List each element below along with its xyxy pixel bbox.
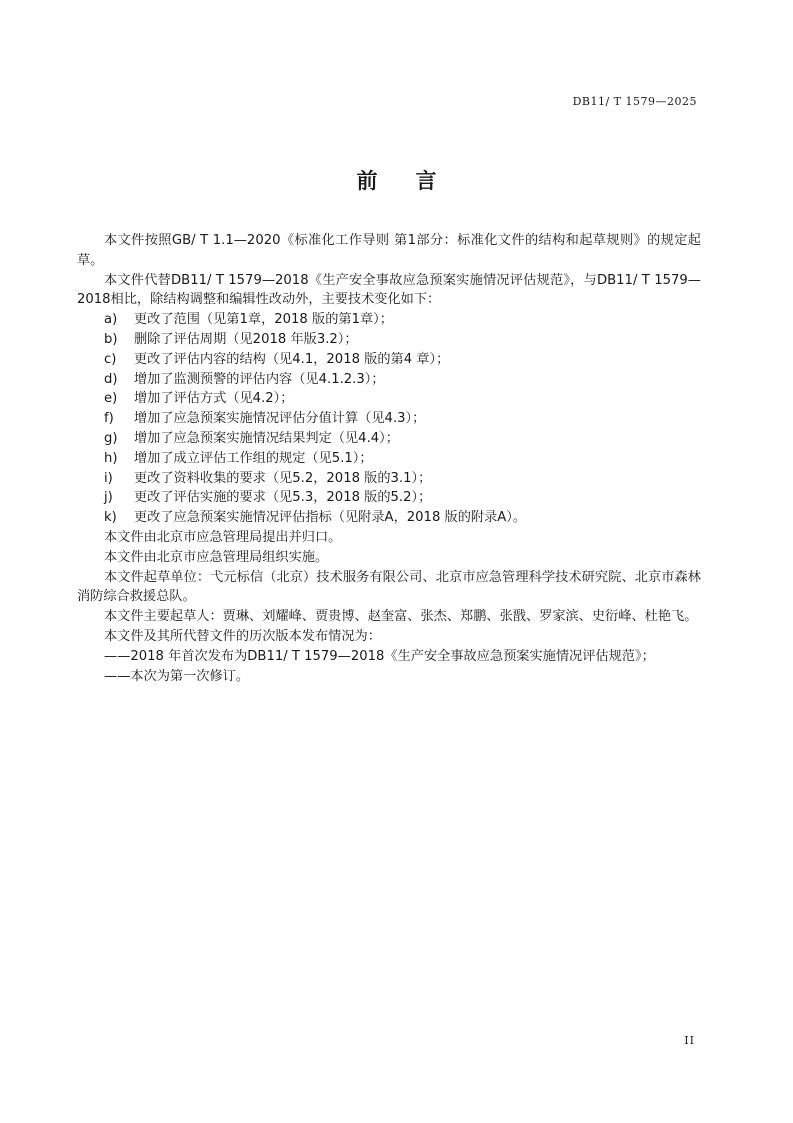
list-item-text: 更改了范围（见第1章，2018 版的第1章）；	[134, 312, 393, 328]
list-item	[77, 488, 701, 508]
list-item	[77, 389, 701, 409]
page-number: II	[684, 1034, 695, 1047]
paragraph: 本文件及其所代替文件的历次版本发布情况为：	[104, 628, 381, 644]
list-item	[77, 370, 701, 390]
version-history-item: ——2018 年首次发布为DB11/ T 1579—2018《生产安全事故应急预案实施情况评估规范》；	[104, 648, 655, 664]
list-item-label: k)	[104, 510, 117, 526]
list-item	[77, 429, 701, 449]
list-item-label: f)	[104, 411, 114, 427]
list-item-label: h)	[104, 450, 118, 466]
list-item	[77, 508, 701, 528]
standard-code: DB11/ T 1579—2025	[572, 95, 697, 108]
list-item	[77, 350, 701, 370]
foreword-body	[77, 231, 701, 686]
list-item-label: g)	[104, 430, 118, 446]
list-item-label: d)	[104, 371, 118, 387]
list-item-text: 更改了应急预案实施情况评估指标（见附录A，2018 版的附录A）。	[134, 510, 527, 526]
list-item-label: e)	[104, 391, 118, 407]
list-item-text: 增加了评估方式（见4.2）；	[134, 391, 294, 407]
list-item-text: 更改了评估内容的结构（见4.1，2018 版的第4 章）；	[134, 351, 450, 367]
list-item-label: j)	[104, 490, 113, 506]
list-item	[77, 409, 701, 429]
paragraph: 本文件按照GB/ T 1.1—2020《标准化工作导则 第1部分：标准化文件的结构和起草规则》的规定起草。	[77, 233, 701, 268]
list-item	[77, 310, 701, 330]
list-item	[77, 330, 701, 350]
paragraph: 本文件起草单位：弋元标信（北京）技术服务有限公司、北京市应急管理科学技术研究院、北京市森林消防综合救援总队。	[77, 569, 701, 605]
list-item-text: 更改了评估实施的要求（见5.3，2018 版的5.2）；	[134, 490, 432, 506]
paragraph: 本文件代替DB11/ T 1579—2018《生产安全事故应急预案实施情况评估规范》，与DB11/ T 1579—2018相比，除结构调整和编辑性改动外，主要技术变化如下：	[77, 272, 701, 308]
list-item-text: 增加了应急预案实施情况结果判定（见4.4）；	[134, 430, 399, 446]
paragraph: 本文件主要起草人：贾琳、刘耀峰、贾贵博、赵奎富、张杰、郑鹏、张戬、罗家滨、史衍峰、杜艳飞。	[104, 609, 698, 625]
list-item-label: a)	[104, 312, 118, 328]
list-item-label: i)	[104, 470, 113, 486]
list-item-label: b)	[104, 331, 118, 347]
list-item	[77, 469, 701, 489]
paragraph: 本文件由北京市应急管理局提出并归口。	[104, 529, 342, 545]
list-item-text: 增加了监测预警的评估内容（见4.1.2.3）；	[134, 371, 385, 387]
page-title: 前言	[356, 169, 475, 193]
list-item-text: 更改了资料收集的要求（见5.2，2018 版的3.1）；	[134, 470, 432, 486]
paragraph: 本文件由北京市应急管理局组织实施。	[104, 549, 329, 565]
list-item-text: 增加了成立评估工作组的规定（见5.1）；	[134, 450, 373, 466]
list-item-text: 删除了评估周期（见2018 年版3.2）；	[134, 331, 358, 347]
list-item-text: 增加了应急预案实施情况评估分值计算（见4.3）；	[134, 411, 426, 427]
version-history-item: ——本次为第一次修订。	[104, 668, 250, 684]
list-item-label: c)	[104, 351, 117, 367]
list-item	[77, 449, 701, 469]
